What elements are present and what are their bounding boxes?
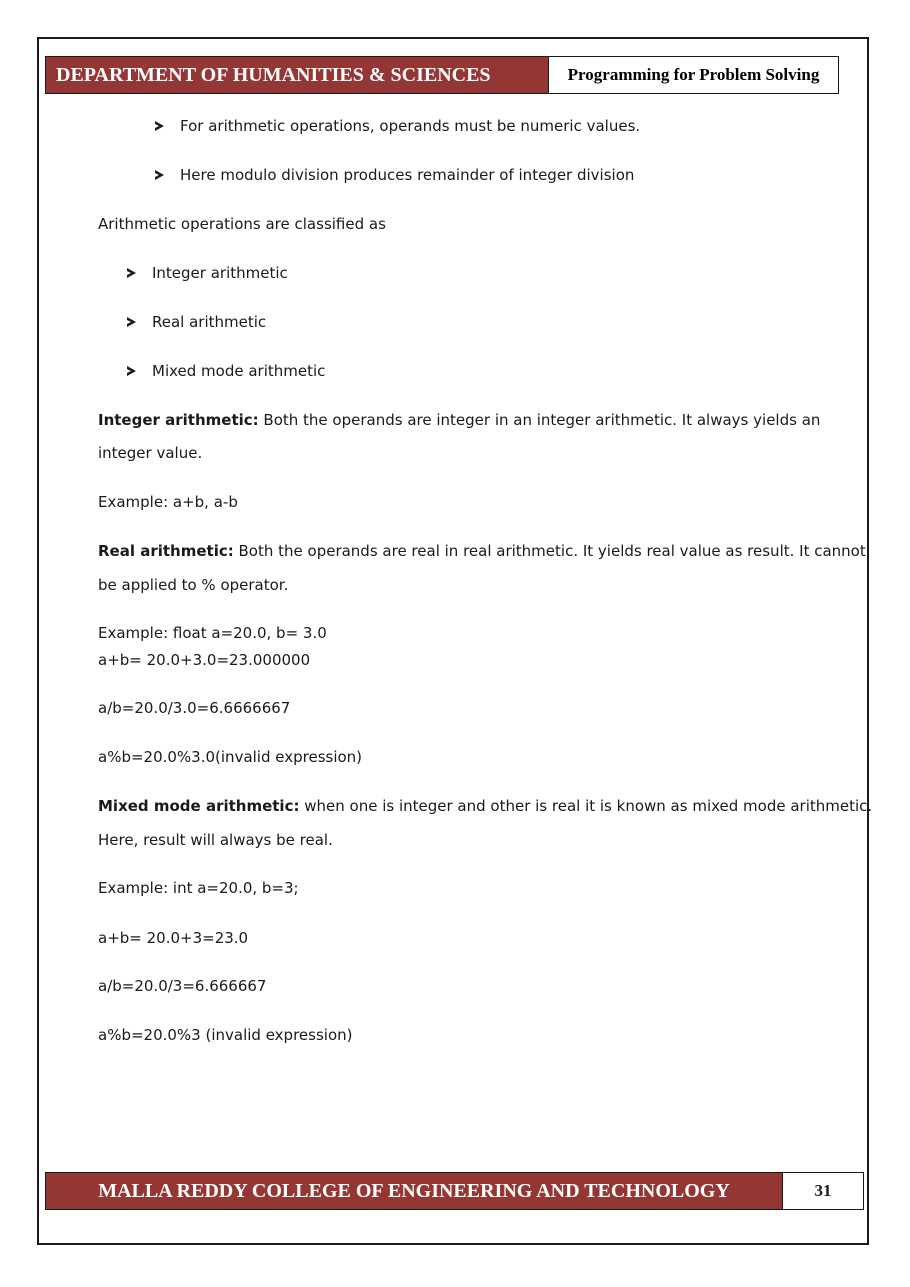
mixed-term: Mixed mode arithmetic: [98,797,300,815]
course-title: Programming for Problem Solving [548,57,838,93]
integer-definition-cont: integer value. [98,444,203,462]
arrow-bullet-icon [127,268,136,278]
real-definition-cont: be applied to % operator. [98,576,289,594]
bullet-text: Real arithmetic [152,313,267,331]
bullet-item [127,312,266,332]
arrow-bullet-icon [155,121,164,131]
integer-definition-text: Both the operands are integer in an integer arithmetic. It always yields an [258,411,821,429]
mixed-expression: a+b= 20.0+3=23.0 [98,929,249,947]
arrow-bullet-icon [127,366,136,376]
bullet-text: Here modulo division produces remainder of integer division [180,166,635,184]
mixed-definition [98,796,872,816]
real-term: Real arithmetic: [98,542,234,560]
arrow-bullet-icon [127,317,136,327]
bullet-text: Mixed mode arithmetic [152,362,326,380]
real-definition [98,541,866,561]
integer-example: Example: a+b, a-b [98,493,238,511]
page-footer [45,1172,864,1210]
college-name: MALLA REDDY COLLEGE OF ENGINEERING AND TECHNOLOGY [46,1173,782,1209]
department-title: DEPARTMENT OF HUMANITIES & SCIENCES [46,57,548,93]
bullet-item [155,116,640,136]
classification-intro: Arithmetic operations are classified as [98,215,386,233]
real-expression: a+b= 20.0+3.0=23.000000 [98,651,311,669]
mixed-definition-text: when one is integer and other is real it is known as mixed mode arithmetic. [299,797,873,815]
bullet-item [155,165,634,185]
mixed-expression: a/b=20.0/3=6.666667 [98,977,267,995]
mixed-definition-cont: Here, result will always be real. [98,831,333,849]
bullet-item [127,361,325,381]
mixed-example: Example: int a=20.0, b=3; [98,879,299,897]
bullet-text: Integer arithmetic [152,264,288,282]
real-example: Example: float a=20.0, b= 3.0 [98,624,327,642]
real-expression: a%b=20.0%3.0(invalid expression) [98,748,363,766]
page-number: 31 [782,1173,863,1209]
arrow-bullet-icon [155,170,164,180]
real-expression: a/b=20.0/3.0=6.6666667 [98,699,291,717]
integer-definition [98,410,820,430]
bullet-text: For arithmetic operations, operands must be numeric values. [180,117,641,135]
real-definition-text: Both the operands are real in real arithmetic. It yields real value as result. It cannot [233,542,866,560]
page-header [45,56,839,94]
integer-term: Integer arithmetic: [98,411,259,429]
bullet-item [127,263,288,283]
mixed-expression: a%b=20.0%3 (invalid expression) [98,1026,353,1044]
